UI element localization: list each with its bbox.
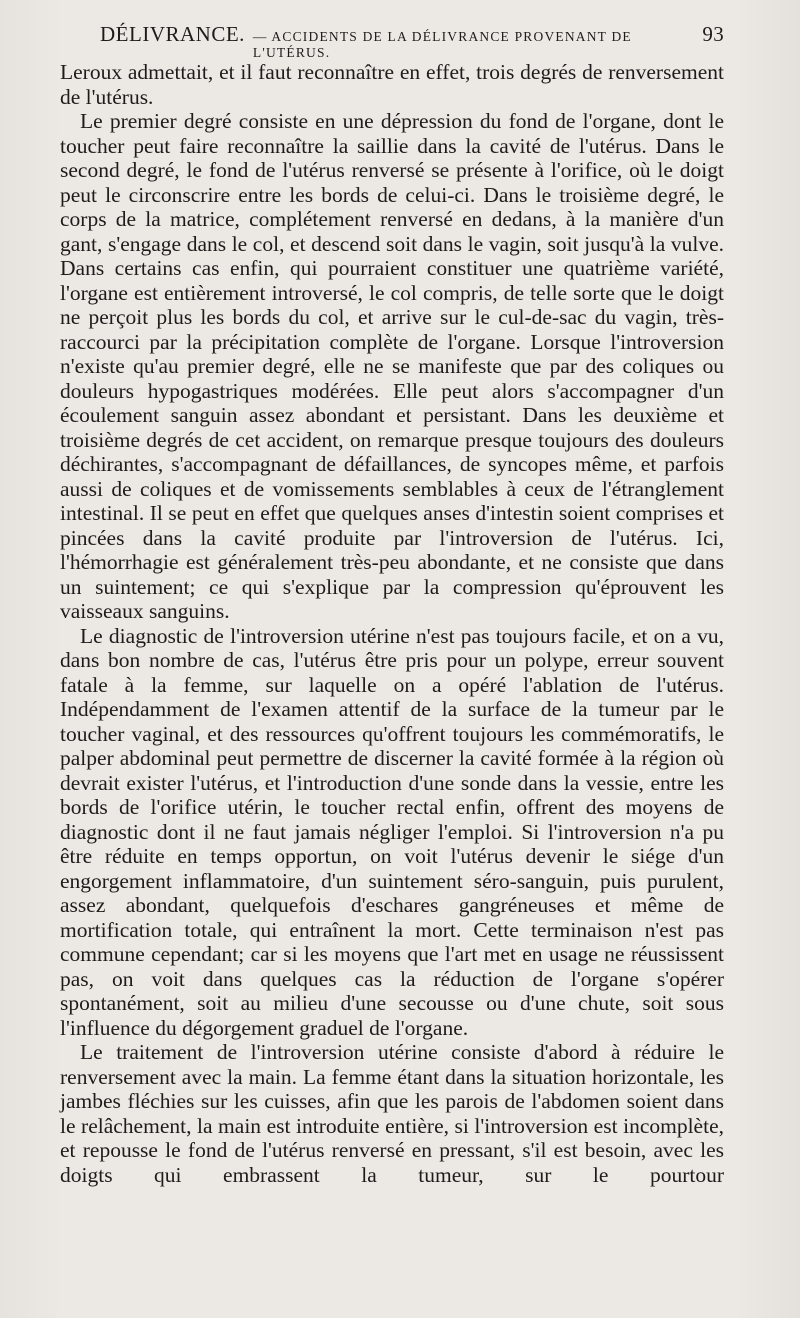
paragraph-1: Leroux admettait, et il faut reconnaître en effet, trois degrés de renversement de l'utérus. [60,60,724,109]
running-header [100,22,724,60]
paragraph-4: Le traitement de l'introversion utérine consiste d'abord à réduire le renversement avec la main. La femme étant dans la situation horizontale, les jambes fléchies sur les cuisses, afin que les parois de l'abdomen soient dans le relâchement, la main est introduite entière, si l'introversion est incomplète, et repousse le fond de l'utérus renversé en pressant, s'il est besoin, avec les doigts qui embrassent la tumeur, sur le pourtour [60,1040,724,1187]
page-body [60,60,724,1187]
header-title: DÉLIVRANCE. [100,22,245,46]
paragraph-3: Le diagnostic de l'introversion utérine n'est pas toujours facile, et on a vu, dans bon nombre de cas, l'utérus être pris pour un polype, erreur souvent fatale à la femme, sur laquelle on a opéré l'ablation de l'utérus. Indépendamment de l'examen attentif de la surface de la tumeur par le toucher vaginal, et des ressources qu'offrent toujours les commémoratifs, le palper abdominal peut permettre de discerner la cavité formée à la région où devrait exister l'utérus, et l'introduction d'une sonde dans la vessie, entre les bords de l'orifice utérin, le toucher rectal enfin, offrent des moyens de diagnostic dont il ne faut jamais négliger l'emploi. Si l'introversion n'a pu être réduite en temps opportun, on voit l'utérus devenir le siége d'un engorgement inflammatoire, d'un suintement séro-sanguin, puis purulent, assez abondant, quelquefois d'eschares gangréneuses et même de mortification totale, qui entraînent la mort. Cette terminaison n'est pas commune cependant; car si les moyens que l'art met en usage ne réussissent pas, on voit dans quelques cas la réduction de l'organe s'opérer spontanément, soit au milieu d'une secousse ou d'une chute, soit sous l'influence du dégorgement graduel de l'organe. [60,623,724,1040]
page-number: 93 [702,22,724,46]
header-subtitle: — ACCIDENTS DE LA DÉLIVRANCE PROVENANT DE L'UTÉRUS. [252,29,632,60]
paragraph-2: Le premier degré consiste en une dépression du fond de l'organe, dont le toucher peut faire reconnaître la saillie dans la cavité de l'utérus. Dans le second degré, le fond de l'utérus renversé se présente à l'orifice, où le doigt peut le circonscrire entre les bords de celui-ci. Dans le troisième degré, le corps de la matrice, complétement renversé en dedans, à la manière d'un gant, s'engage dans le col, et descend soit dans le vagin, soit jusqu'à la vulve. Dans certains cas enfin, qui pourraient constituer une quatrième variété, l'organe est entièrement introversé, le col compris, de telle sorte que le doigt ne perçoit plus les bords du col, et arrive sur le cul-de-sac du vagin, très-raccourci par la précipitation complète de l'organe. Lorsque l'introversion n'existe qu'au premier degré, elle ne se manifeste que par des coliques ou douleurs hypogastriques modérées. Elle peut alors s'accompagner d'un écoulement sanguin assez abondant et persistant. Dans les deuxième et troisième degrés de cet accident, on remarque presque toujours des douleurs déchirantes, s'accompagnant de défaillances, de syncopes même, et parfois aussi de coliques et de vomissements semblables à ceux de l'étranglement intestinal. Il se peut en effet que quelques anses d'intestin soient comprises et pincées dans la cavité produite par l'introversion de l'utérus. Ici, l'hémorrhagie est généralement très-peu abondante, et ne consiste que dans un suintement; ce qui s'explique par la compression qu'éprouvent les vaisseaux sanguins. [60,109,724,623]
